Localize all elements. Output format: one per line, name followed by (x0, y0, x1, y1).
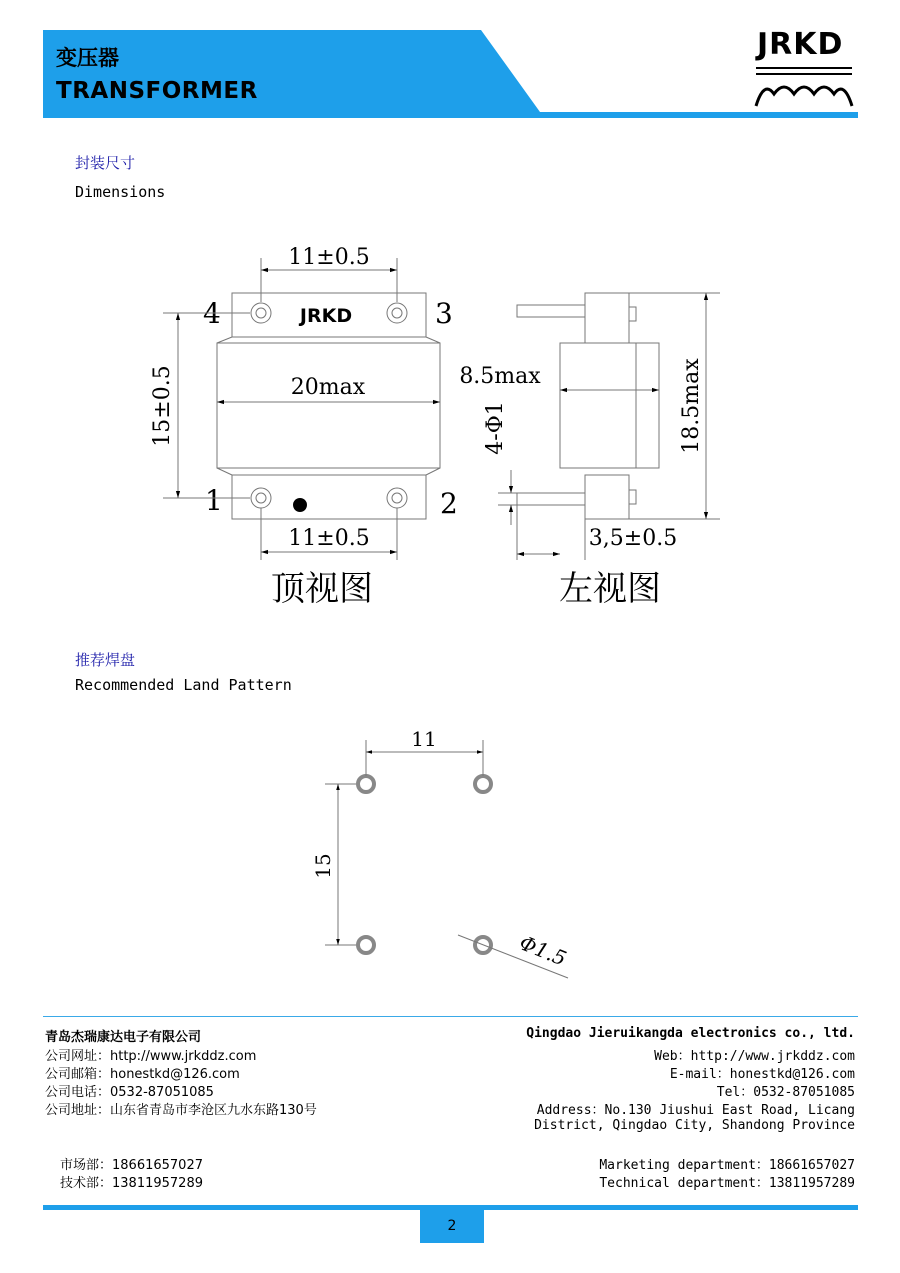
dimensions-drawing (0, 230, 900, 650)
body-depth-label: 8.5max (459, 364, 541, 389)
land-pattern-heading-cn: 推荐焊盘 (75, 651, 136, 669)
pad-diameter-label: Φ1.5 (516, 930, 570, 971)
address-en-line1: Address：No.130 Jiushui East Road, Licang (536, 1103, 855, 1118)
bottom-pin-spacing-label: 11±0.5 (288, 526, 370, 551)
header-title-en: TRANSFORMER (56, 78, 258, 104)
body-width-label: 20max (290, 375, 366, 400)
market-dept-cn: 市场部：18661657027 (60, 1158, 203, 1173)
land-pattern-drawing (0, 720, 900, 1000)
left-view-caption: 左视图 (559, 569, 661, 609)
address-cn: 公司地址：山东省青岛市李沧区九水东路130号 (45, 1103, 317, 1118)
tel-en: Tel：0532-87051085 (716, 1085, 855, 1100)
height-label: 18.5max (679, 358, 704, 454)
market-dept-en: Marketing department：18661657027 (599, 1158, 855, 1173)
top-view-marking: JRKD (299, 305, 353, 327)
footer-divider (43, 1016, 858, 1017)
land-spacing-x-label: 11 (411, 727, 437, 751)
land-pattern-heading-en: Recommended Land Pattern (75, 676, 292, 694)
pin-length-label: 3,5±0.5 (588, 526, 678, 551)
land-pads (358, 776, 491, 953)
tech-dept-en: Technical department：13811957289 (599, 1176, 855, 1191)
pin-label-3: 3 (435, 297, 453, 330)
tech-dept-cn: 技术部：13811957289 (60, 1176, 203, 1191)
top-view-pins (251, 303, 407, 508)
jrkd-logo-text: JRKD (757, 27, 844, 62)
page-number: 2 (420, 1209, 484, 1243)
address-en-line2: District, Qingdao City, Shandong Province (534, 1118, 855, 1133)
top-pin-spacing-label: 11±0.5 (288, 245, 370, 270)
pin-diameter-label: 4-Φ1 (483, 401, 508, 455)
tel-cn: 公司电话：0532-87051085 (45, 1085, 214, 1100)
pin-label-4: 4 (203, 297, 221, 330)
email-cn: 公司邮箱：honestkd@126.com (45, 1067, 240, 1082)
dimensions-heading-cn: 封装尺寸 (75, 154, 136, 172)
email-en: E-mail：honestkd@126.com (669, 1067, 855, 1082)
left-view-outline (517, 293, 659, 519)
dimensions-heading-en: Dimensions (75, 183, 166, 201)
web-cn: 公司网址：http://www.jrkddz.com (45, 1049, 257, 1064)
web-en: Web：http://www.jrkddz.com (654, 1049, 855, 1064)
row-spacing-label: 15±0.5 (150, 365, 175, 447)
pin-label-1: 1 (205, 484, 223, 517)
header-title-cn: 变压器 (56, 46, 119, 70)
pin-label-2: 2 (440, 487, 458, 520)
coil-logo-icon (752, 64, 856, 110)
pin1-marker-dot (293, 498, 307, 512)
land-spacing-y-label: 15 (311, 853, 335, 879)
top-view-caption: 顶视图 (271, 569, 373, 609)
company-name-en: Qingdao Jieruikangda electronics co., ltd. (526, 1026, 855, 1041)
company-name-cn: 青岛杰瑞康达电子有限公司 (45, 1030, 202, 1045)
header-banner (43, 30, 858, 118)
